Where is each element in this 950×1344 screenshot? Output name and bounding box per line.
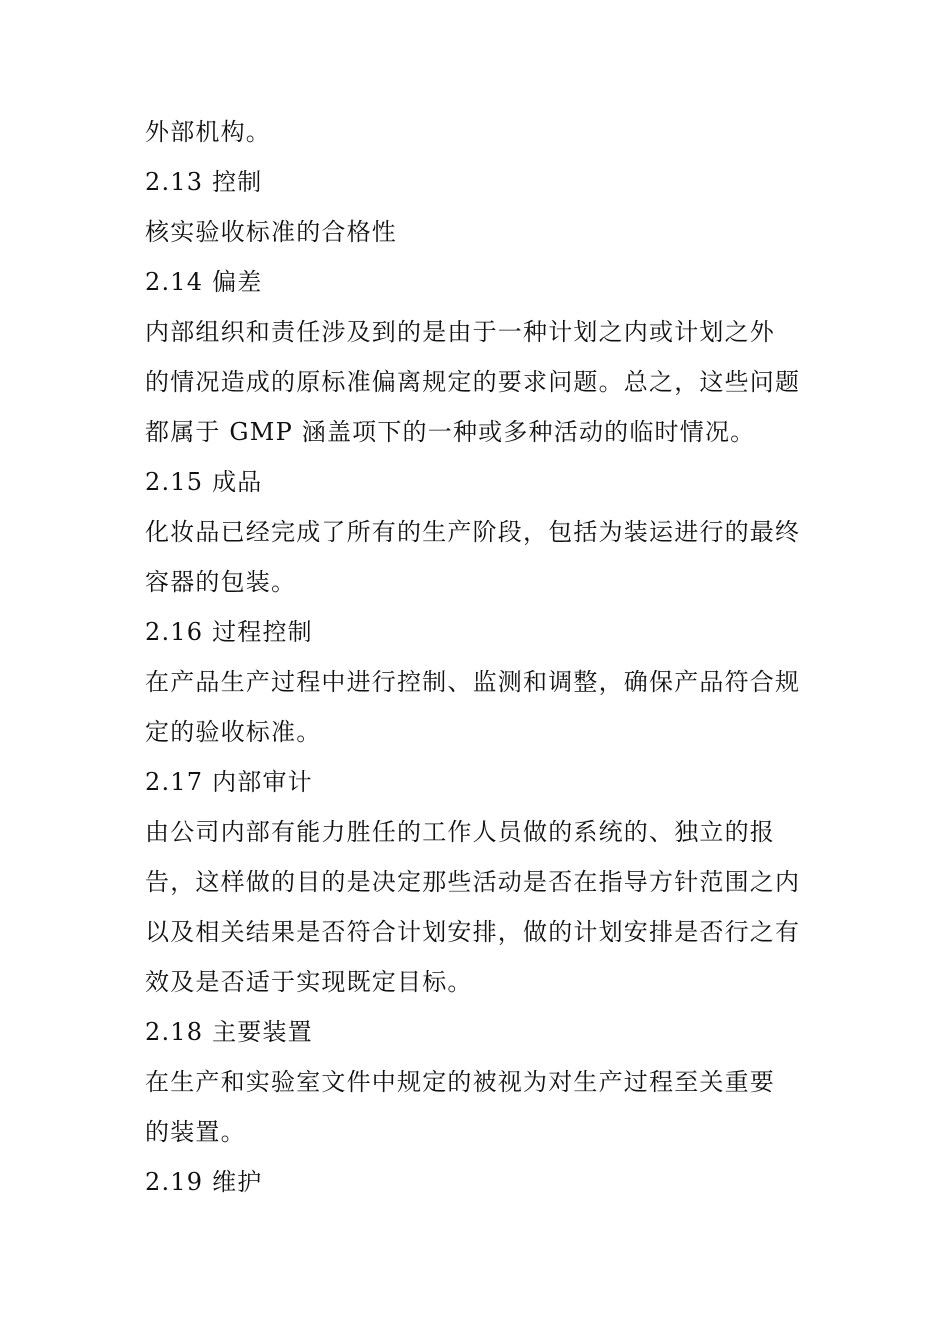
body-text-line: 效及是否适于实现既定目标。: [145, 968, 473, 996]
body-text-line: 告，这样做的目的是决定那些活动是否在指导方针范围之内: [145, 868, 801, 896]
body-text-line: 定的验收标准。: [145, 718, 322, 746]
body-text-line: 内部组织和责任涉及到的是由于一种计划之内或计划之外: [145, 318, 775, 346]
body-text-line: 容器的包装。: [145, 568, 297, 596]
section-heading-2-16: 2.16 过程控制: [145, 618, 313, 646]
section-heading-2-18: 2.18 主要装置: [145, 1018, 313, 1046]
body-text-line: 以及相关结果是否符合计划安排，做的计划安排是否行之有: [145, 918, 801, 946]
body-text-line: 在产品生产过程中进行控制、监测和调整，确保产品符合规: [145, 668, 801, 696]
body-text-line: 化妆品已经完成了所有的生产阶段，包括为装运进行的最终: [145, 518, 801, 546]
body-text-line: 在生产和实验室文件中规定的被视为对生产过程至关重要: [145, 1068, 775, 1096]
body-text-line: 都属于 GMP 涵盖项下的一种或多种活动的临时情况。: [145, 418, 756, 446]
body-text-line: 的情况造成的原标准偏离规定的要求问题。总之，这些问题: [145, 368, 801, 396]
section-heading-2-17: 2.17 内部审计: [145, 768, 313, 796]
document-body: [145, 107, 845, 1207]
body-text-line: 外部机构。: [145, 118, 271, 146]
section-heading-2-13: 2.13 控制: [145, 168, 263, 196]
body-text-line: 的装置。: [145, 1118, 246, 1146]
section-heading-2-14: 2.14 偏差: [145, 268, 263, 296]
body-text-line: 由公司内部有能力胜任的工作人员做的系统的、独立的报: [145, 818, 775, 846]
body-text-line: 核实验收标准的合格性: [145, 218, 397, 246]
section-heading-2-15: 2.15 成品: [145, 468, 263, 496]
section-heading-2-19: 2.19 维护: [145, 1168, 263, 1196]
